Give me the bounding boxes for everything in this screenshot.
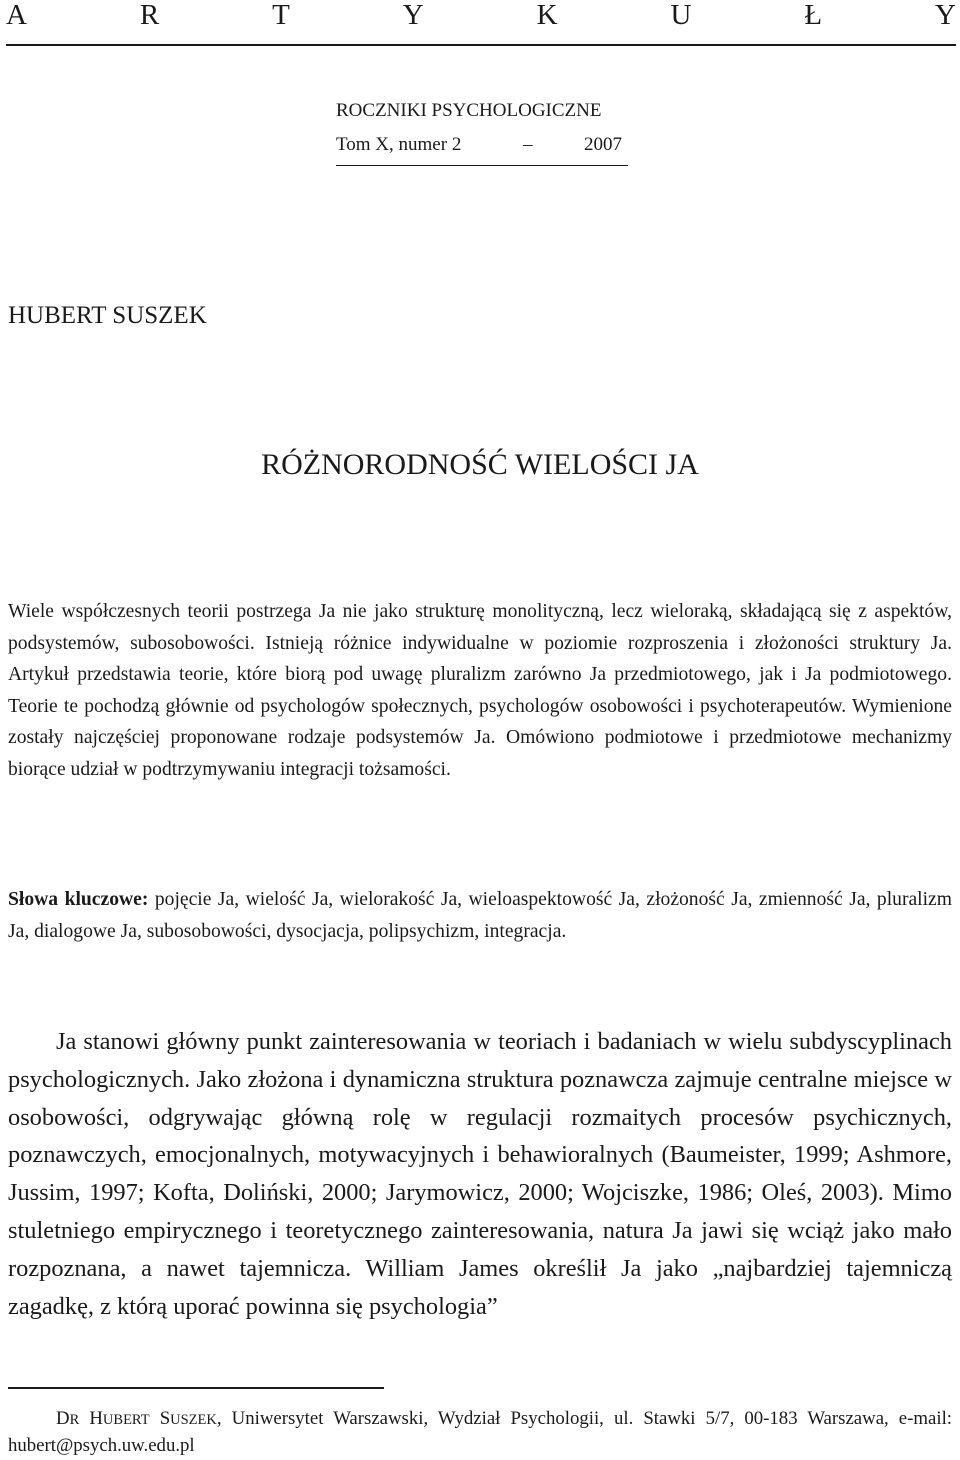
journal-volume: Tom X, numer 2 <box>336 134 462 155</box>
journal-divider <box>336 165 628 166</box>
header-letter: U <box>670 0 692 31</box>
keywords-text: pojęcie Ja, wielość Ja, wielorakość Ja, wieloaspektowość Ja, złożoność Ja, zmienność Ja, pluralizm Ja, dialogowe Ja, subosobowości, dysocjacja, polipsychizm, integracja. <box>8 889 952 942</box>
footnote-name-part: USZEK <box>170 1412 217 1428</box>
footnote-text: , Uniwersytet Warszawski, Wydział Psychologii, ul. Stawki 5/7, 00-183 Warszawa, e-mail: hubert@psych.uw.edu.pl <box>8 1408 952 1456</box>
footnote-name-part: UBERT <box>102 1412 150 1428</box>
header-letter: K <box>536 0 558 31</box>
header-letter: Ł <box>804 0 823 31</box>
footnote-name-part: R <box>69 1412 80 1428</box>
journal-name: ROCZNIKI PSYCHOLOGICZNE <box>336 100 602 121</box>
author-name: HUBERT SUSZEK <box>8 302 207 329</box>
footnote-name-part <box>79 1408 89 1429</box>
header-letter: R <box>139 0 160 31</box>
journal-dash: – <box>523 134 533 155</box>
footnote-name-part: S <box>159 1408 171 1429</box>
header-letter: A <box>6 0 27 31</box>
abstract: Wiele współczesnych teorii postrzega Ja nie jako strukturę monolityczną, lecz wieloraką, składającą się z aspektów, podsystemów, subosobowości. Istnieją różnice indywidualne w poziomie rozproszenia i złożoności struktury Ja. Artykuł przedstawia teorie, które biorą pod uwagę pluralizm zarówno Ja przedmiotowego, jak i Ja podmiotowego. Teorie te pochodzą głównie od psychologów społecznych, psychologów osobowości i psychoterapeutów. Wymienione zostały najczęściej proponowane rodzaje podsystemów Ja. Omówiono podmiotowe i przedmiotowe mechanizmy biorące udział w podtrzymywaniu integracji tożsamości. <box>8 601 952 780</box>
article-title: RÓŻNORODNOŚĆ WIELOŚCI JA <box>261 448 699 481</box>
keywords <box>8 884 952 947</box>
author-footnote <box>8 1406 952 1458</box>
header-letter: T <box>272 0 290 31</box>
footnote-name-part <box>150 1408 160 1429</box>
keywords-label: Słowa kluczowe: <box>8 889 149 910</box>
header-letter: Y <box>402 0 424 31</box>
footnote-divider <box>8 1387 384 1389</box>
header-letter: Y <box>935 0 956 31</box>
footnote-name-part: D <box>56 1408 70 1429</box>
body-paragraph: Ja stanowi główny punkt zainteresowania w teoriach i badaniach w wielu subdyscyplinach psychologicznych. Jako złożona i dynamiczna struktura poznawcza zajmuje centralne miejsce w osobowości, odgrywając główną rolę w regulacji rozmaitych procesów psychicznych, poznawczych, emocjonalnych, motywacyjnych i behawioralnych (Baumeister, 1999; Ashmore, Jussim, 1997; Kofta, Doliński, 2000; Jarymowicz, 2000; Wojciszke, 1986; Oleś, 2003). Mimo stuletniego empirycznego i teoretycznego zainteresowania, natura Ja jawi się wciąż jako mało rozpoznana, a nawet tajemnicza. William James określił Ja jako „najbardziej tajemniczą zagadkę, z którą uporać powinna się psychologia” <box>8 1028 952 1320</box>
footnote-name-part: H <box>89 1408 103 1429</box>
section-header <box>6 0 956 34</box>
header-divider <box>6 44 956 46</box>
journal-year: 2007 <box>584 134 622 155</box>
